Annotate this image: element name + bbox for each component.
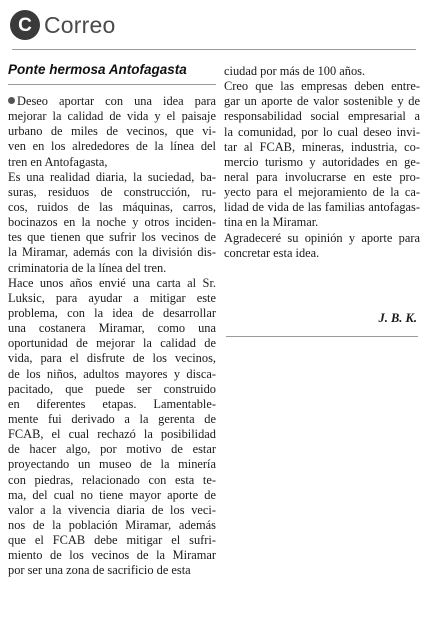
letter-headline: Ponte hermosa Antofagasta (8, 62, 187, 77)
body-line-text: oportunidad de mejorar la calidad de (8, 336, 216, 351)
body-line-text: Luksic, para ayudar a mitigar este (8, 290, 216, 305)
body-line-text: responsabilidad social empresarial a (224, 109, 420, 124)
section-header (10, 8, 116, 42)
body-line-text: Es una realidad diaria, la suciedad, ba- (8, 169, 216, 184)
signature-divider (226, 336, 418, 337)
body-line-text: Deseo aportar con una idea para (17, 94, 216, 108)
body-line (8, 94, 216, 109)
body-line-text: en diferentes etapas. Lamentable- (8, 396, 216, 411)
body-line (224, 185, 420, 200)
body-line (224, 170, 420, 185)
body-line-text: criminatoria de la línea del tren. (8, 260, 167, 275)
body-line-text: ven en los alrededores de la línea del (8, 139, 216, 154)
body-line-text: Creo que las empresas deben entre- (224, 79, 420, 94)
body-line-text: por ser una zona de sacrificio de esta (8, 563, 191, 578)
body-line (8, 124, 216, 139)
body-line-text: urbano de miles de vecinos, que vi- (8, 124, 216, 139)
body-line-text: Hace unos años envié una carta al Sr. (8, 275, 216, 290)
body-line (8, 442, 216, 457)
body-line (8, 261, 216, 276)
body-line-text: concretar esta idea. (224, 245, 320, 260)
section-badge: C (10, 10, 40, 40)
body-line-text: ciudad por más de 100 años. (224, 64, 366, 78)
bullet-icon (8, 97, 15, 104)
headline-divider (8, 84, 216, 85)
body-line-text: tar al FCAB, mineras, industria, co- (224, 139, 420, 154)
body-line (8, 518, 216, 533)
body-line (224, 109, 420, 124)
body-line (224, 215, 420, 230)
body-line-text: la Miramar, además con la división dis- (8, 245, 216, 260)
body-line (8, 276, 216, 291)
body-line-text: mente fui derivado a la gerenta de (8, 411, 216, 426)
body-line (8, 109, 216, 124)
body-line-text: FCAB, el cual rechazó la posibilidad (8, 427, 216, 442)
body-line (224, 140, 420, 155)
body-line-text: mejorar la calidad de vida y el paisaje (8, 109, 216, 124)
body-line (8, 503, 216, 518)
body-line (8, 548, 216, 563)
body-line (8, 563, 216, 578)
body-line-text: problema, con la idea de desarrollar (8, 305, 216, 320)
body-line (224, 94, 420, 109)
body-line (8, 367, 216, 382)
body-line-text: miento de los vecinos de la Miramar (8, 548, 216, 563)
body-line (8, 321, 216, 336)
body-line (8, 170, 216, 185)
body-line (224, 64, 420, 79)
body-line (224, 231, 420, 246)
body-line (224, 246, 420, 261)
body-line (8, 382, 216, 397)
body-line-text: de los niños, adultos mayores y disca- (8, 366, 216, 381)
body-line (8, 473, 216, 488)
body-line-text: nos de la población Miramar, además (8, 517, 216, 532)
body-line-text: lidad de vida de las familias antofagas- (224, 200, 420, 215)
body-line-text: de hacer algo, por motivo de estar (8, 442, 216, 457)
body-line-text: bocinazos en la noche y otros inciden- (8, 215, 216, 230)
body-line-text: ma, del cual no tiene mayor aporte de (8, 487, 216, 502)
body-line (8, 533, 216, 548)
body-line (8, 291, 216, 306)
body-line-text: mercio turismo y autoridades en ge- (224, 154, 420, 169)
body-line (8, 306, 216, 321)
section-title: Correo (44, 11, 116, 38)
body-line-text: pacitado, que puede ser construido (8, 381, 216, 396)
body-line-text: cos, ruidos de las máquinas, carros, (8, 199, 216, 214)
header-divider (12, 49, 416, 50)
letter-signature: J. B. K. (378, 311, 417, 325)
body-line-text: valor a la vivencia diaria de los veci- (8, 502, 216, 517)
body-line (8, 427, 216, 442)
body-line (8, 215, 216, 230)
body-line (224, 79, 420, 94)
body-line (224, 200, 420, 215)
body-line (224, 125, 420, 140)
body-line (8, 185, 216, 200)
letter-body-left-column (8, 94, 216, 579)
body-line-text: que el FCAB debe mitigar el sufri- (8, 533, 216, 548)
body-line-text: proyectando un museo de la minería (8, 457, 216, 472)
body-line (8, 351, 216, 366)
body-line-text: tina en la Miramar. (224, 215, 319, 230)
body-line (8, 336, 216, 351)
body-line (8, 230, 216, 245)
letter-body-right-column (224, 64, 420, 261)
body-line (8, 155, 216, 170)
body-line (8, 412, 216, 427)
body-line-text: vida, para el disfrute de los vecinos, (8, 351, 216, 366)
body-line (8, 457, 216, 472)
body-line (8, 139, 216, 154)
body-line-text: tren en Antofagasta, (8, 154, 108, 169)
body-line-text: gar un aporte de valor sostenible y de (224, 94, 420, 109)
body-line-text: suras, residuos de construcción, ru- (8, 184, 216, 199)
body-line (224, 155, 420, 170)
body-line-text: yecto para el mejoramiento de la ca- (224, 185, 420, 200)
body-line (8, 245, 216, 260)
body-line (8, 200, 216, 215)
body-line-text: con piedras, relacionado con esta te- (8, 472, 216, 487)
body-line (8, 397, 216, 412)
body-line-text: tes que tienen que sufrir los vecinos de (8, 230, 216, 245)
body-line-text: neral para involucrarse en este pro- (224, 169, 420, 184)
body-line-text: la comunidad, por lo cual deseo invi- (224, 124, 420, 139)
body-line-text: una costanera Miramar, como una (8, 321, 216, 336)
body-line (8, 488, 216, 503)
body-line-text: Agradeceré su opinión y aporte para (224, 230, 420, 245)
